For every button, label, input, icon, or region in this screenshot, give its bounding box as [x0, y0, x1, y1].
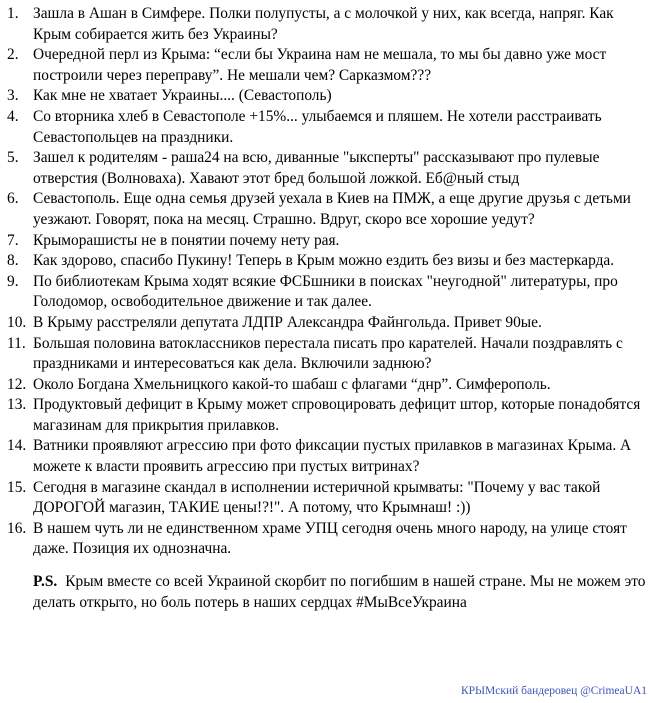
item-number: 2. [7, 46, 19, 64]
item-number: 13. [7, 396, 27, 414]
item-number: 6. [7, 190, 19, 208]
item-number: 3. [7, 87, 19, 105]
item-text: Большая половина ватоклассников перестала писать про карателей. Начали поздравлять с праздниками и интересоваться как дела. Включили заднюю? [33, 334, 623, 373]
item-number: 9. [7, 272, 19, 290]
item-number: 7. [7, 231, 19, 249]
list-item [7, 436, 647, 477]
item-text: Со вторника хлеб в Севастополе +15%... улыбаемся и пляшем. Не хотели расстраивать Севастопольцев на праздники. [33, 107, 602, 146]
list-item [7, 375, 647, 396]
item-number: 12. [7, 375, 27, 393]
item-text: Зашел к родителям - раша24 на всю, диванные "ыксперты" рассказывают про пулевые отверстия (Волноваха). Хавают этот бред большой ложкой. Еб@ный стыд [33, 149, 600, 187]
list-item [7, 148, 647, 189]
list-item [7, 45, 647, 86]
list-item [7, 231, 647, 252]
list-item [7, 519, 647, 560]
item-number: 16. [7, 519, 27, 537]
news-list [7, 4, 647, 560]
item-text: В нашем чуть ли не единственном храме УПЦ сегодня очень много народу, на улице стоят даже. Позиция их однозначна. [33, 519, 627, 558]
item-number: 10. [7, 313, 27, 331]
list-item [7, 334, 647, 375]
item-text: Как здорово, спасибо Пукину! Теперь в Крым можно ездить без визы и без мастеркарда. [33, 252, 615, 270]
item-number: 5. [7, 149, 19, 167]
list-item [7, 272, 647, 313]
list-item [7, 107, 647, 148]
item-text: Сегодня в магазине скандал в исполнении истеричной крымваты: "Почему у вас такой ДОРОГОЙ магазин, ТАКИЕ цены!?!". А потому, что Крымнаш! :)) [33, 478, 601, 517]
list-item [7, 478, 647, 519]
item-number: 1. [7, 5, 19, 22]
item-number: 15. [7, 478, 27, 496]
item-text: Ватники проявляют агрессию при фото фиксации пустых прилавков в магазинах Крыма. А можете к власти проявить агрессию при пустых витринах? [33, 437, 632, 476]
item-text: Около Богдана Хмельницкого какой-то шабаш с флагами “днр”. Симферополь. [33, 375, 551, 393]
list-item [7, 189, 647, 230]
item-text: По библиотекам Крыма ходят всякие ФСБшники в поисках "неугодной" литературы, про Голодомор, освободительное движение и так далее. [33, 272, 618, 311]
item-text: В Крыму расстреляли депутата ЛДПР Александра Файнгольда. Привет 90ые. [33, 313, 542, 331]
item-text: Крыморашисты не в понятии почему нету рая. [33, 231, 340, 249]
item-text: Очередной перл из Крыма: “если бы Украина нам не мешала, то мы бы давно уже мост построили через переправу”. Не мешали чем? Сарказмом??? [33, 46, 607, 84]
list-item [7, 251, 647, 272]
list-item [7, 395, 647, 436]
item-number: 11. [7, 334, 26, 352]
item-text: Севастополь. Еще одна семья друзей уехала в Киев на ПМЖ, а еще другие друзья с детьми уезжают. Говорят, пока на месяц. Страшно. Вдруг, скоро все хорошие уедут? [33, 190, 631, 228]
list-item [7, 4, 647, 45]
item-number: 8. [7, 252, 19, 270]
postscript-text: Крым вместе со всей Украиной скорбит по погибшим в нашей стране. Мы не можем это делать открыто, но боль потерь в наших сердцах #МыВсеУкраина [33, 573, 646, 611]
item-text: Продуктовый дефицит в Крыму может спровоцировать дефицит штор, которые понадобятся магазинам для прикрытия прилавков. [33, 396, 641, 434]
item-text: Как мне не хватает Украины.... (Севастополь) [33, 87, 332, 105]
item-number: 14. [7, 437, 27, 455]
author-credit: КРЫМский бандеровец @CrimeaUA1 [460, 685, 647, 697]
list-item [7, 86, 647, 107]
postscript [7, 572, 647, 613]
item-number: 4. [7, 107, 19, 125]
postscript-label: P.S. [33, 573, 58, 591]
list-item [7, 313, 647, 334]
item-text: Зашла в Ашан в Симфере. Полки полупусты, а с молочкой у них, как всегда, напряг. Как Крым собирается жить без Украины? [33, 5, 614, 43]
